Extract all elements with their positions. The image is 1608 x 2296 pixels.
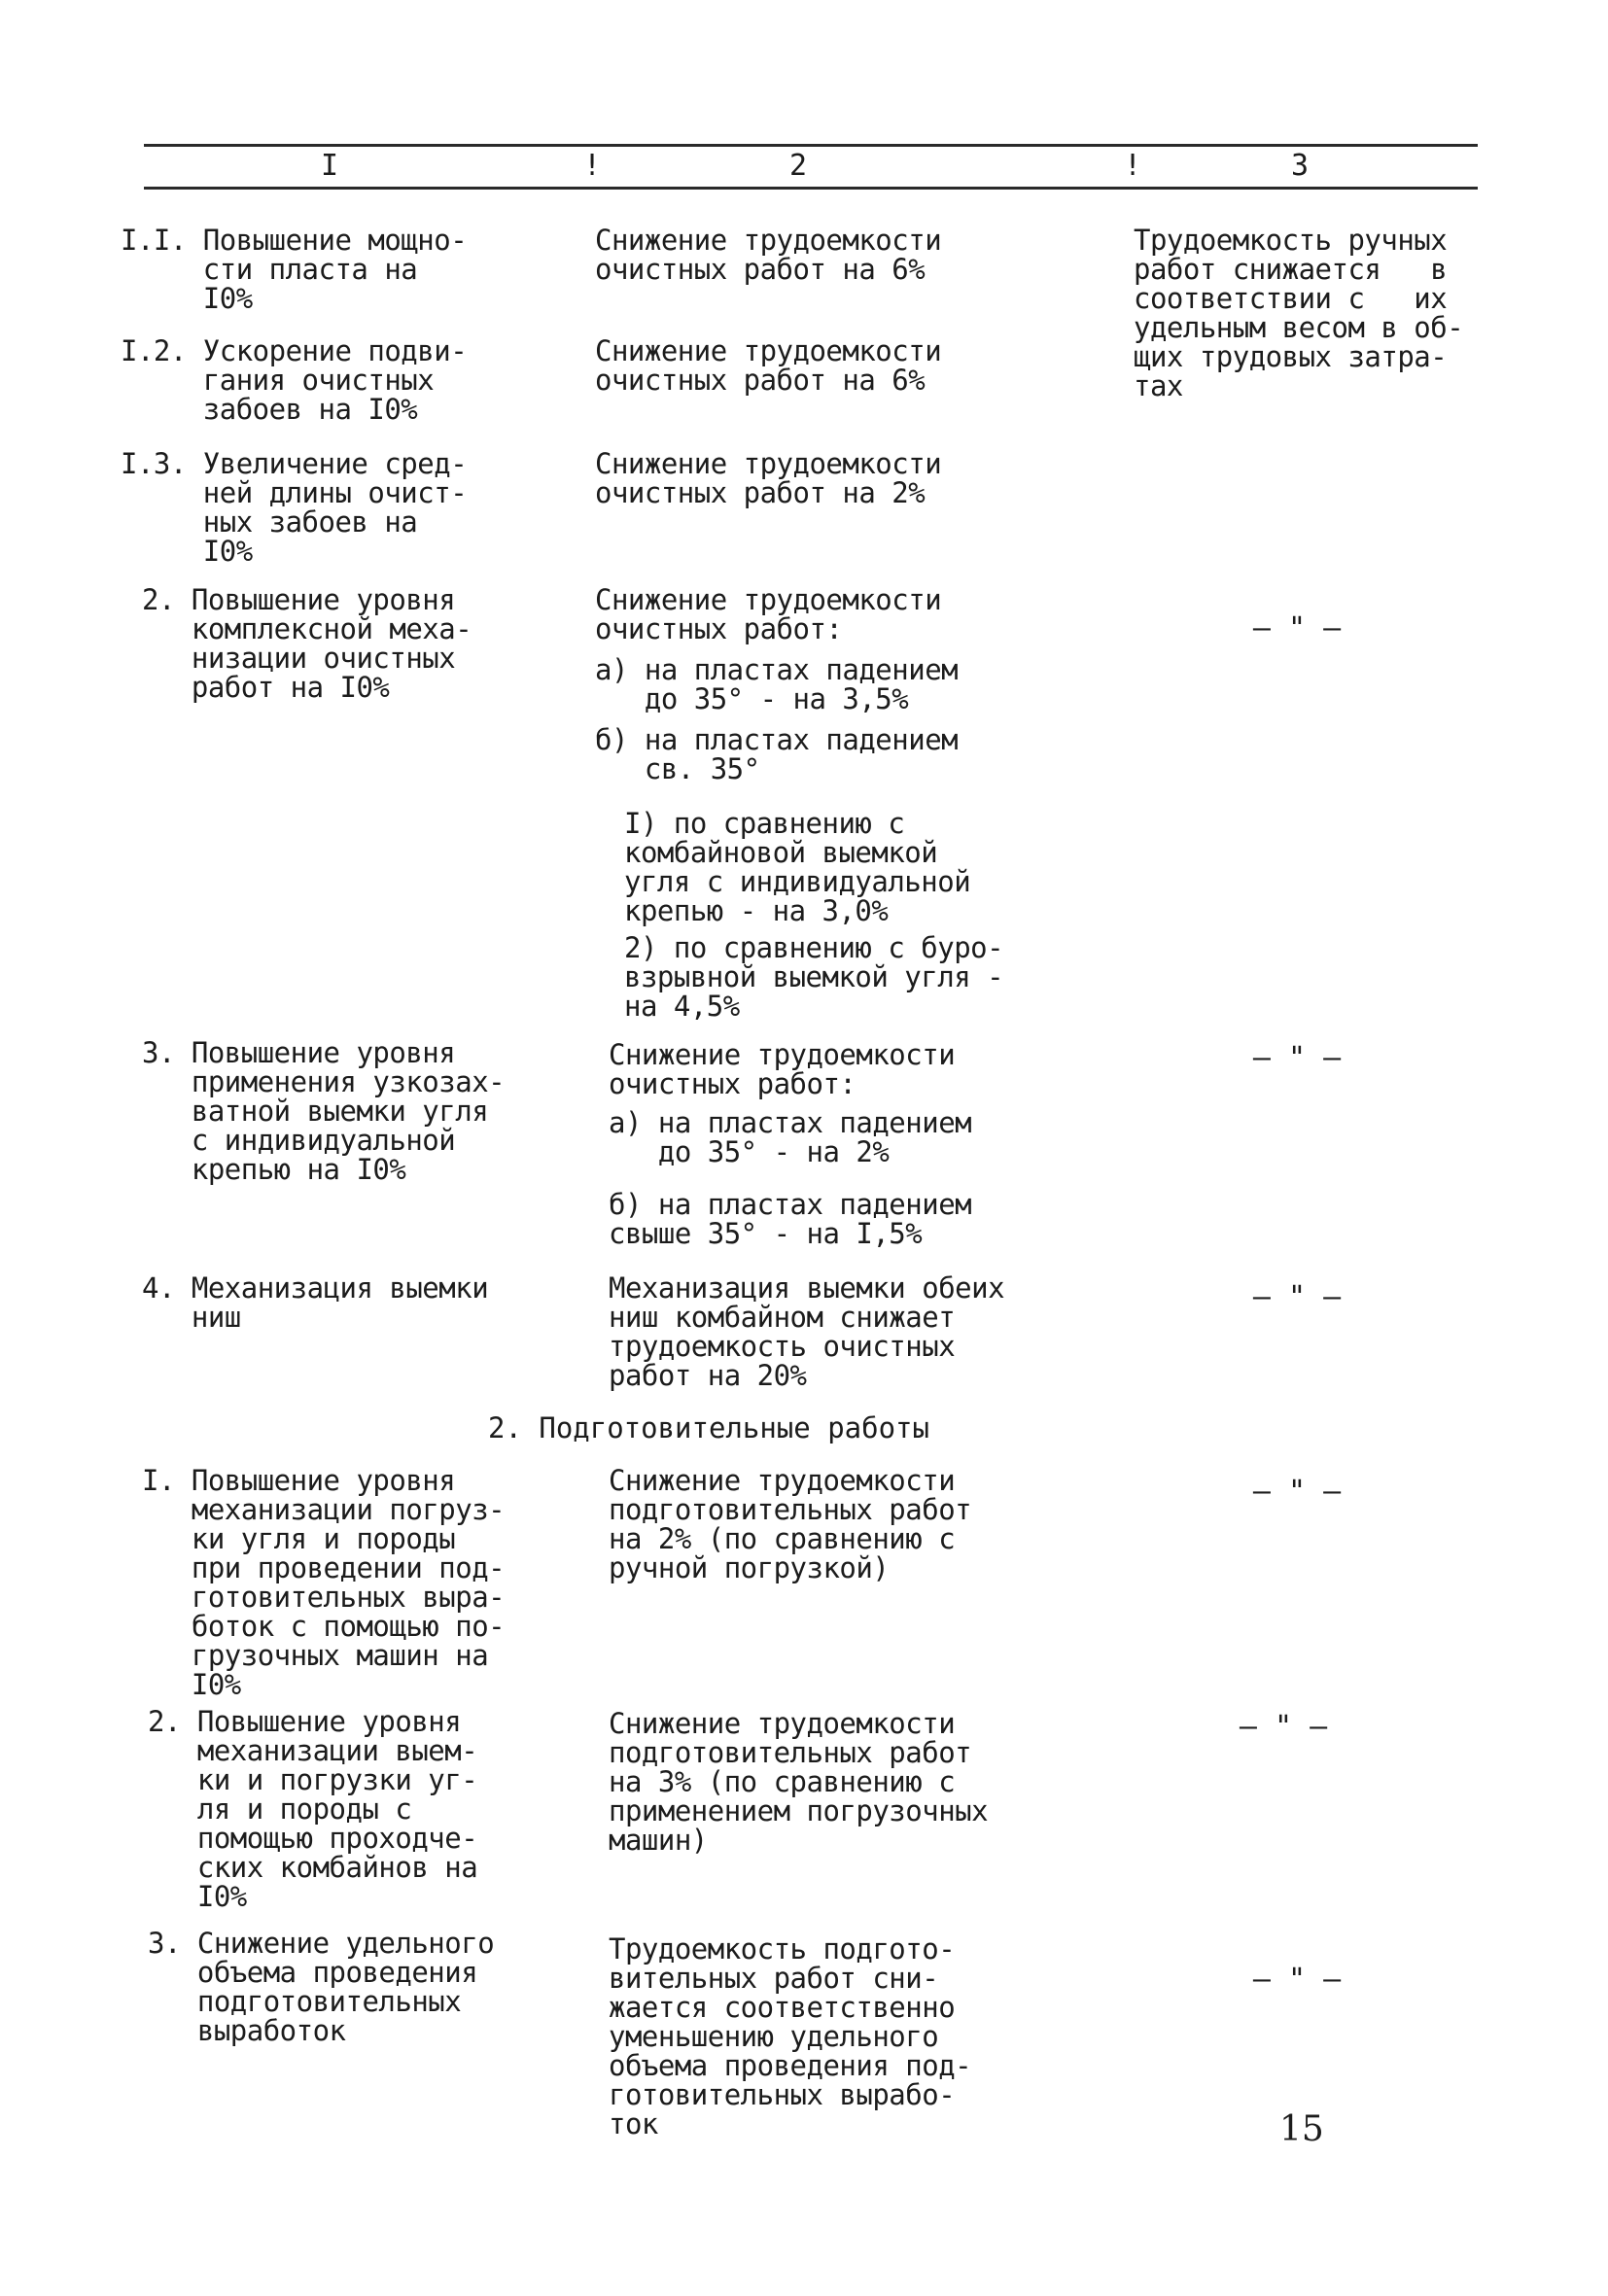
row-2-col1: 2. Повышение уровня комплексной меха- низации очистных работ на I0%	[142, 583, 472, 704]
row-1-1-col2: Снижение трудоемкости очистных работ на 6%	[595, 224, 942, 286]
row-3-col2-intro: Снижение трудоемкости очистных работ:	[609, 1038, 956, 1100]
table-header-rule	[144, 187, 1478, 190]
section2-row-2-col3-ditto: — " —	[1239, 1710, 1328, 1744]
header-separator-2: !	[1124, 149, 1142, 183]
row-4-col1: 4. Механизация выемки ниш	[142, 1271, 489, 1334]
section-title: 2. Подготовительные работы	[488, 1411, 929, 1444]
row-3-col2-b: б) на пластах падением свыше 35° - на I,5%	[609, 1188, 972, 1250]
section2-row-3-col3-ditto: — " —	[1252, 1963, 1342, 1997]
section2-row-1-col1: I. Повышение уровня механизации погруз- ки угля и породы при проведении под- готовительных выра- боток с помощью по- грузочных машин на I0%	[142, 1464, 506, 1701]
section2-row-1-col2: Снижение трудоемкости подготовительных работ на 2% (по сравнению с ручной погрузкой)	[609, 1464, 972, 1584]
header-col1: I	[321, 149, 339, 183]
section2-row-3-col2: Трудоемкость подгото- вительных работ сни- жается соответственно уменьшению удельного объема проведения под- готовительных вырабо- ток	[609, 1932, 972, 2140]
row-3-col3-ditto: — " —	[1252, 1041, 1342, 1075]
section2-row-2-col1: 2. Повышение уровня механизации выем- ки и погрузки уг- ля и породы с помощью проходче- ских комбайнов на I0%	[148, 1705, 478, 1913]
header-col3: 3	[1291, 149, 1310, 183]
row-1-3-col2: Снижение трудоемкости очистных работ на 2%	[595, 447, 942, 509]
row-2-col2-intro: Снижение трудоемкости очистных работ:	[595, 583, 942, 645]
row-4-col2: Механизация выемки обеих ниш комбайном снижает трудоемкость очистных работ на 20%	[609, 1271, 1005, 1392]
row-1-3-col1: I.3. Увеличение сред- ней длины очист- ных забоев на I0%	[121, 447, 468, 568]
row-1-1-col1: I.I. Повышение мощно- сти пласта на I0%	[121, 224, 468, 315]
row-2-col2-b2: 2) по сравнению с буро- взрывной выемкой угля - на 4,5%	[624, 931, 1004, 1023]
row-1-2-col1: I.2. Ускорение подви- гания очистных забоев на I0%	[121, 334, 468, 426]
row-2-col2-b1: I) по сравнению с комбайновой выемкой угля с индивидуальной крепью - на 3,0%	[624, 807, 971, 927]
row-2-col2-a: а) на пластах падением до 35° - на 3,5%	[595, 653, 959, 715]
shared-col3-note: Трудоемкость ручных работ снижается в соответствии с их удельным весом в об- щих трудовых затра- тах	[1134, 224, 1464, 402]
row-4-col3-ditto: — " —	[1252, 1280, 1342, 1314]
row-3-col1: 3. Повышение уровня применения узкозах- ватной выемки угля с индивидуальной крепью на I0%	[142, 1036, 506, 1186]
header-separator-1: !	[583, 149, 602, 183]
header-col2: 2	[789, 149, 808, 183]
page-number: 15	[1279, 2109, 1324, 2149]
section2-row-1-col3-ditto: — " —	[1252, 1475, 1342, 1509]
row-2-col3-ditto: — " —	[1252, 611, 1342, 645]
section2-row-2-col2: Снижение трудоемкости подготовительных работ на 3% (по сравнению с применением погрузочных машин)	[609, 1707, 989, 1857]
row-1-2-col2: Снижение трудоемкости очистных работ на 6%	[595, 334, 942, 397]
section2-row-3-col1: 3. Снижение удельного объема проведения подготовительных выработок	[148, 1927, 495, 2047]
row-2-col2-b: б) на пластах падением св. 35°	[595, 723, 959, 785]
table-top-rule	[144, 144, 1478, 147]
row-3-col2-a: а) на пластах падением до 35° - на 2%	[609, 1106, 972, 1168]
